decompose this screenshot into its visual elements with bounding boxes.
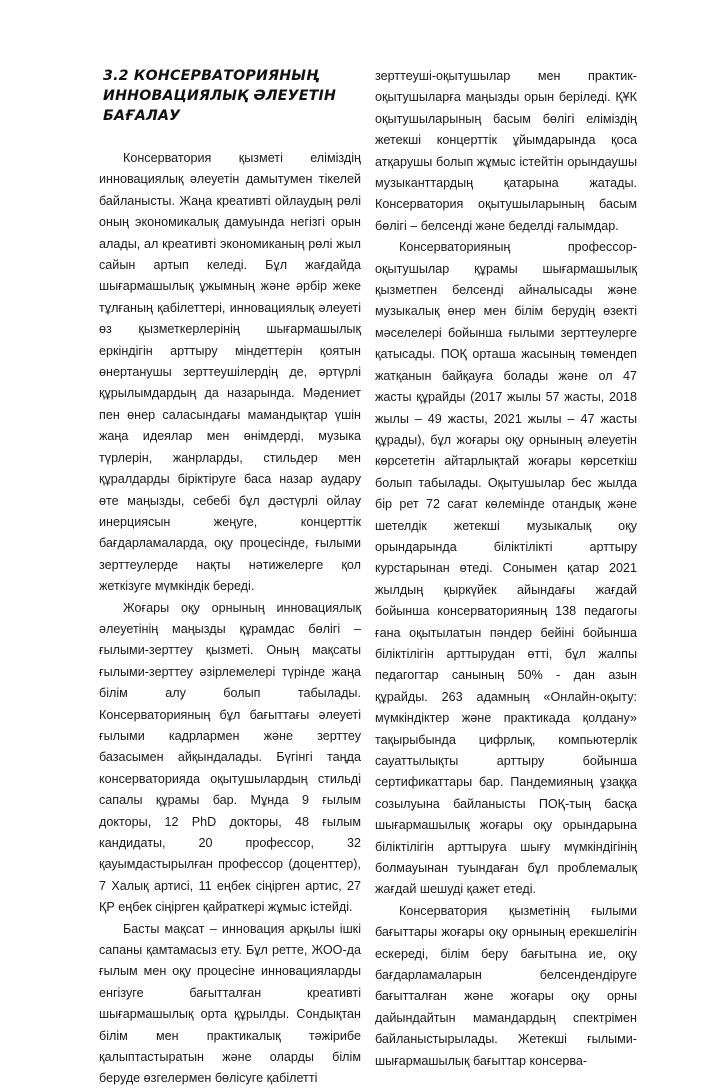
right-column	[375, 66, 637, 1072]
paragraph-intro: Консерватория қызметі еліміздің инновациялық әлеуетін дамытумен тікелей байланысты. Жаңа креативті ойлаудың рөлі оның экономикалық дамуында негізгі орын алады, ал креативті экономиканың рөлі жыл сайын артып келеді. Бұл жағдайда шығармашылық ұжымның және әрбір жеке тұлғаның қабілеттері, инновациялық әлеуеті өз қызметкерлерінің шығармашылық еркіндігін арттыру міндеттерін қоятын өнертанушы зерттеушілердің де, әртүрлі құрылымдардың да назарында. Мәдениет пен өнер саласындағы мамандықтар үшін жаңа идеялар мен өнімдерді, музыка түрлерін, жанрларды, стильдер мен құралдарды біріктіруге баса назар аудару өте маңызды, себебі бұл дәстүрлі ойлау инерциясын жеңуге, концерттік бағдарламаларда, оқу процесінде, ғылыми зерттеулерде нақты нәтижелерге қол жеткізуге мүмкіндік береді.	[99, 151, 361, 594]
paragraph-faculty: Консерваторияның профессор-оқытушылар құрамы шығармашылық қызметпен белсенді айналысады және музыкалық өнер мен білім берудің өзекті мәселелері бойынша ғылыми зерттеулерге қатысады. ПОҚ орташа жасының төмендеп жатқанын байқауға болады және ол 47 жасты құрайды (2017 жылы 57 жасты, 2018 жылы – 49 жасты, 2021 жылы – 47 жасты құрады), бұл жоғары оқу орнының әлеуетін көрсететін айтарлықтай жоғары көрсеткіш болып табылады. Оқытушылар бес жылда бір рет 72 сағат көлемінде отандық және шетелдік жетекші музыкалық оқу орындарында біліктілікті арттыру курстарынан өтеді. Сонымен қатар 2021 жылдың қыркүйек айындағы жағдай бойынша консерваторияның 138 педагогы ғана оқытылатын пәндер бейіні бойынша біліктілігін арттырудан өтті, бұл жалпы педагогтар санының 50% - дан азын құрайды. 263 адамның «Онлайн-оқыту: мүмкіндіктер және практикада қолдану» тақырыбында цифрлық, компьютерлік сауаттылықты арттыру бойынша сертификаттары бар. Пандемияның ұзаққа созылуына байланысты ПОҚ-тың басқа шығармашылық жоғары оқу орындарына біліктілігін арттыруға шығу мүмкіндігінің болмауынан туындаған бұл проблемалық жағдай шешуді қажет етеді.	[375, 240, 637, 897]
left-column	[99, 66, 361, 1090]
paragraph-continued: зерттеуші-оқытушылар мен практик-оқытушыларға маңызды орын беріледі. ҚҰК оқытушыларының басым бөлігі еліміздің жетекші концерттік ұйымдарында қоса атқарушы болып жұмыс істейтін орындаушы музыканттардың қатарына жатады. Консерватория оқытушыларының басым бөлігі – белсенді және беделді ғалымдар.	[375, 69, 637, 233]
section-heading: 3.2 КОНСЕРВАТОРИЯНЫҢ ИННОВАЦИЯЛЫҚ ӘЛЕУЕТІН БАҒАЛАУ	[103, 68, 337, 124]
paragraph-main-goal: Басты мақсат – инновация арқылы ішкі сапаны қамтамасыз ету. Бұл ретте, ЖОО-да ғылым мен оқу процесіне инновацияларды енгізуге бағытталған креативті шығармашылық орта құрылды. Сондықтан білім мен практикалық тәжірибе қалыптастыратын және оларды білім беруде өзгелермен бөлісуге қабілетті	[99, 921, 361, 1086]
paragraph-research-potential: Жоғары оқу орнының инновациялық әлеуетінің маңызды құрамдас бөлігі – ғылыми-зерттеу қызметі. Оның мақсаты ғылыми-зерттеу әзірлемелері түрінде жаңа білім алу болып табылады. Консерваторияның бұл бағыттағы әлеуеті ғылыми кадрлармен және зерттеу базасымен айқындалады. Бүгінгі таңда консерваторияда оқытушылардың стильді сапалы құрамы бар. Мұнда 9 ғылым докторы, 12 PhD докторы, 48 ғылым кандидаты, 20 профессор, 32 қауымдастырылған профессор (доценттер), 7 Халық артисі, 11 еңбек сіңірген артис, 27 ҚР еңбек сіңірген қайраткері жұмыс істейді.	[99, 600, 361, 915]
paragraph-research-directions: Консерватория қызметінің ғылыми бағыттары жоғары оқу орнының ерекшелігін ескереді, білім беру бағытына ие, оқу бағдарламаларын белсендендіруге бағытталған және жоғары оқу орны дайындайтын мамандардың спектрімен байланыстырылады. Жетекші ғылыми-шығармашылық бағыттар консерва-	[375, 903, 637, 1068]
